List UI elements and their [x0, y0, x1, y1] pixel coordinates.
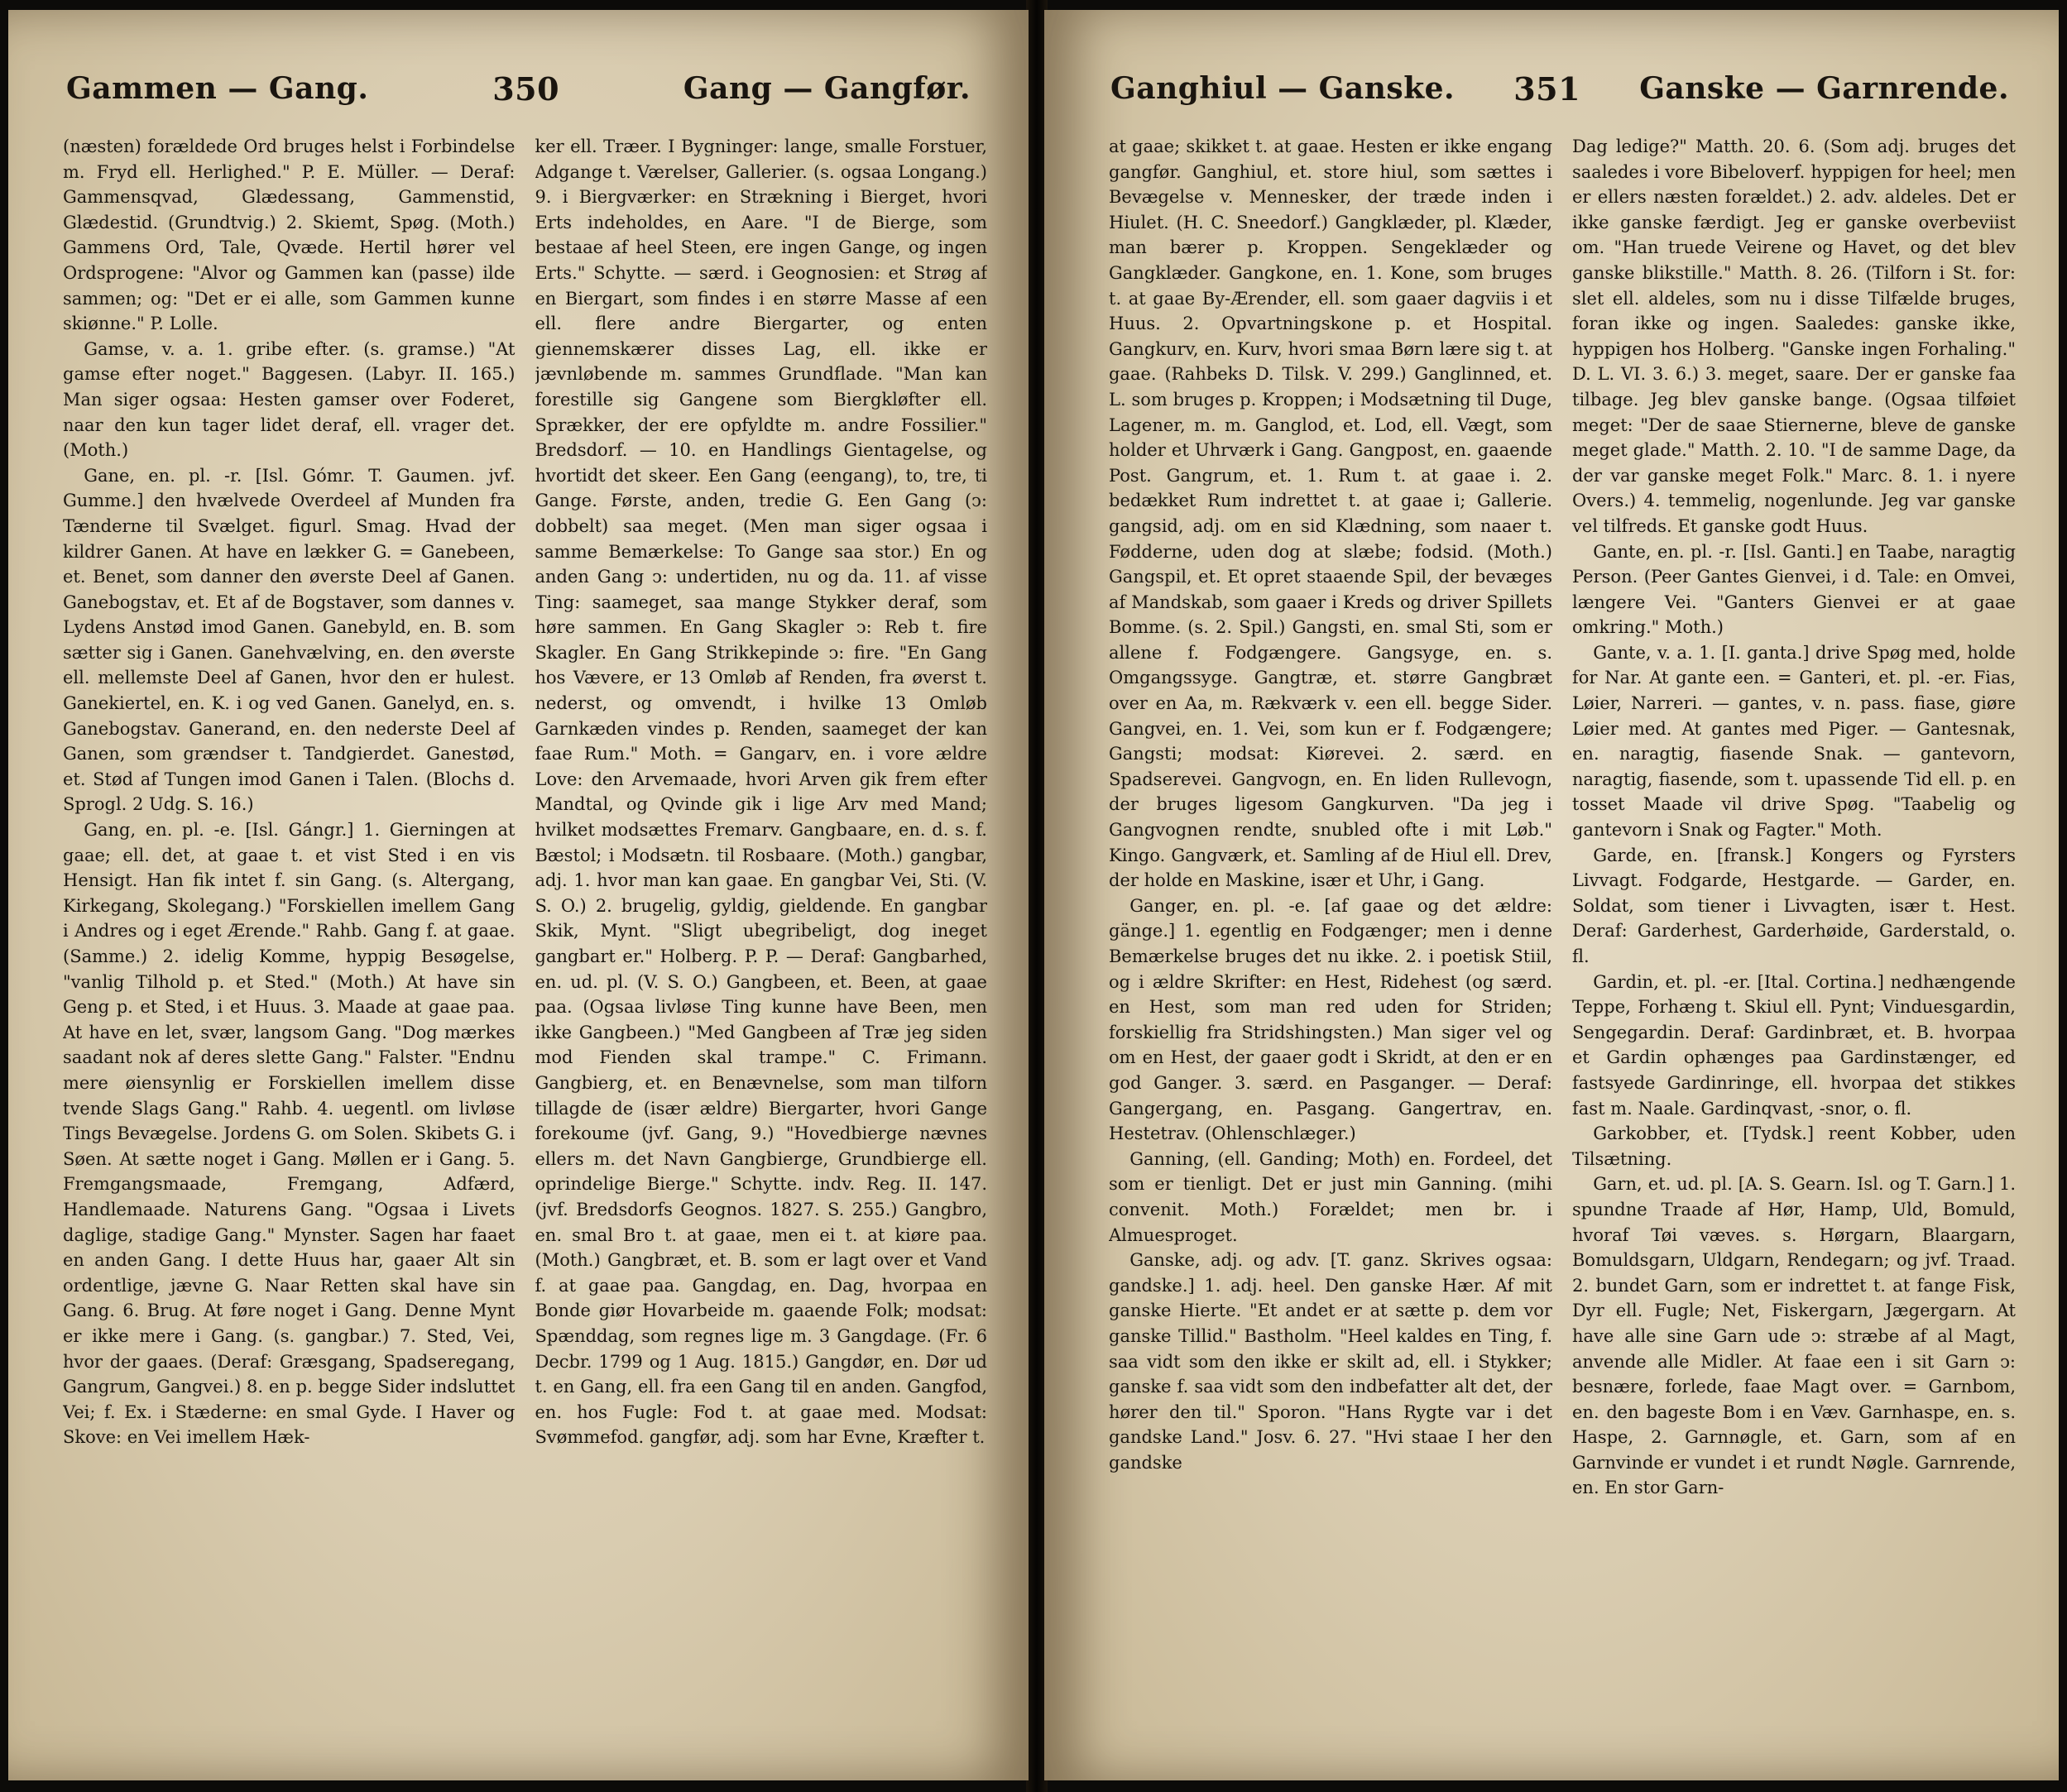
entry-paragraph: Ganning, (ell. Ganding; Moth) en. Fordeel, det som er tienligt. Det er just min Ganning. (mihi convenit. Moth.) Forældet; men br. i Almuesproget. [1109, 1148, 1552, 1245]
entry-paragraph: Ganger, en. pl. -e. [af gaae og det ældre: gänge.] 1. egentlig en Fodgænger; men i denne Bemærkelse bruges det nu ikke. 2. i poetisk Stiil, og i ældre Skrifter: en Hest, Ridehest (og særd. en Hest, som man red uden for Striden; forskiellig fra Stridshingsten.) Man siger vel og om en Hest, der gaaer godt i Skridt, at den er en god Ganger. 3. særd. en Pasganger. — Deraf: Gangergang, en. Pasgang. Gangertrav, en. Hestetrav. (Ohlenschlæger.) [1109, 895, 1552, 1144]
entry-paragraph: Garkobber, et. [Tydsk.] reent Kobber, uden Tilsætning. [1572, 1124, 2016, 1169]
left-column-1 [63, 134, 516, 1734]
left-header-guideword-first: Gammen — Gang. [66, 71, 369, 106]
entry-paragraph: Gardin, et. pl. -er. [Ital. Cortina.] nedhængende Teppe, Forhæng t. Skiul ell. Pynt; Vinduesgardin, Sengegardin. Deraf: Gardinbræt, et. B. hvorpaa et Gardin ophænges paa Gardinstænger, ed fastsyede Gardinringe, ell. hvorpaa det stikkes fast m. Naale. Gardinqvast, -snor, o. fl. [1572, 971, 2016, 1119]
right-running-header [1110, 60, 2009, 117]
entry-paragraph: Dag ledige?" Matth. 20. 6. (Som adj. bruges det saaledes i vore Bibeloverf. hyppigen for heel; men er ellers næsten forældet.) 2. adv. aldeles. Det er ikke ganske færdigt. Jeg er ganske overbeviist om. "Han truede Veirene og Havet, og det blev ganske blikstille." Matth. 8. 26. (Tilforn i St. for: slet ell. aldeles, som nu i disse Tilfælde bruges, foran ikke og ingen. Saaledes: ganske ikke, hyppigen hos Holberg. "Ganske ingen Forhaling." D. L. VI. 3. 6.) 3. meget, saare. Der er ganske faa tilbage. Jeg blev ganske bange. (Ogsaa tilføiet meget: "Der de saae Stiernerne, bleve de ganske meget glade." Matth. 2. 10. "I de samme Dage, da der var ganske meget Folk." Marc. 8. 1. i nyere Overs.) 4. temmelig, nogenlunde. Jeg var ganske vel tilfreds. Et ganske godt Huus. [1572, 137, 2016, 536]
right-column-2 [1572, 134, 2016, 1734]
left-header-guideword-second: Gang — Gangfør. [683, 71, 971, 106]
right-header-guideword-second: Ganske — Garnrende. [1639, 71, 2009, 106]
entry-paragraph: Gante, en. pl. -r. [Isl. Ganti.] en Taabe, naragtig Person. (Peer Gantes Gienvei, i d. Tale: en Omvei, længere Vei. "Ganters Gienvei er at gaae omkring." Moth.) [1572, 541, 2016, 638]
entry-paragraph: Gante, v. a. 1. [I. ganta.] drive Spøg med, holde for Nar. At gante een. = Ganteri, et. pl. -er. Fias, Løier, Narreri. — gantes, v. n. pass. fiase, giøre Løier med. At gantes med Piger. — Gantesnak, en. naragtig, fiasende Snak. — gantevorn, naragtig, fiasende, som t. upassende Tid ell. p. en tosset Maade vil drive Spøg. "Taabelig og gantevorn i Snak og Fagter." Moth. [1572, 642, 2016, 841]
entry-paragraph: Gang, en. pl. -e. [Isl. Gángr.] 1. Gierningen at gaae; ell. det, at gaae t. et vist Sted i en vis Hensigt. Han fik intet f. sin Gang. (s. Altergang, Kirkegang, Skolegang.) "Forskiellen imellem Gang i Andres og i eget Ærende." Rahb. Gang f. at gaae. (Samme.) 2. idelig Komme, hyppig Besøgelse, "vanlig Tilhold p. et Sted." (Moth.) At have sin Geng p. et Sted, i et Huus. 3. Maade at gaae paa. At have en let, svær, langsom Gang. "Dog mærkes saadant nok af deres slette Gang." Falster. "Endnu mere øiensynlig er Forskiellen imellem disse tvende Slags Gang." Rahb. 4. uegentl. om livløse Tings Bevægelse. Jordens G. om Solen. Skibets G. i Søen. At sætte noget i Gang. Møllen er i Gang. 5. Fremgangsmaade, Fremgang, Adfærd, Handlemaade. Naturens Gang. "Ogsaa i Livets dagligе, stadige Gang." Mynster. Sagen har faaet en anden Gang. I dette Huus har, gaaer Alt sin ordentlige, jævne G. Naar Retten skal have sin Gang. 6. Brug. At føre noget i Gang. Denne Mynt er ikke mere i Gang. (s. gangbar.) 7. Sted, Vei, hvor der gaaes. (Deraf: Græsgang, Spadseregang, Gangrum, Gangvei.) 8. en p. begge Sider indsluttet Vei; f. Ex. i Stæderne: en smal Gyde. I Haver og Skove: en Vei imellem Hæk- [63, 820, 516, 1448]
entry-paragraph: Garn, et. ud. pl. [A. S. Gearn. Isl. og T. Garn.] 1. spundne Traade af Hør, Hamp, Uld, Bomuld, hvoraf Tøi væves. s. Hørgarn, Blaargarn, Bomuldsgarn, Uldgarn, Rendegarn; og jvf. Traad. 2. bundet Garn, som er indrettet t. at fange Fisk, Dyr ell. Fugle; Net, Fiskergarn, Jægergarn. At have alle sine Garn ude ↄ: stræbe af al Magt, anvende alle Midler. At faae een i sit Garn ↄ: besnære, forlede, faae Magt over. = Garnbom, en. den bageste Bom i en Væv. Garnhaspe, en. s. Haspe, 2. Garnnøgle, et. Garn, som af en Garnvinde er vundet i et rundt Nøgle. Garnrende, en. En stor Garn- [1572, 1174, 2016, 1498]
right-header-guideword-first: Ganghiul — Ganske. [1110, 71, 1456, 106]
left-page-number: 350 [492, 69, 560, 108]
right-page [1044, 10, 2059, 1780]
entry-paragraph: Ganske, adj. og adv. [T. ganz. Skrives ogsaa: gandske.] 1. adj. heel. Den ganske Hær. Af mit ganske Hierte. "Et andet er at sætte p. dem vor ganske Tillid." Bastholm. "Heel kaldes en Ting, f. saa vidt som den ikke er skilt ad, ell. i Stykker; ganske f. saa vidt som den indbefatter alt det, der hører den til." Sporon. "Hans Rygte var i det gandske Land." Josv. 6. 27. "Hvi staae I her den gandske [1109, 1250, 1552, 1473]
entry-paragraph: Gamse, v. a. 1. gribe efter. (s. gramse.) "At gamse efter noget." Baggesen. (Labyr. II. 165.) Man siger ogsaa: Hesten gamser over Foderet, naar den kun tager lidet deraf, ell. vrager det. (Moth.) [63, 338, 516, 461]
left-running-header [66, 60, 971, 117]
right-page-number: 351 [1513, 69, 1581, 108]
entry-paragraph: (næsten) forældede Ord bruges helst i Forbindelse m. Fryd ell. Herlighed." P. E. Müller. — Deraf: Gammensqvad, Glædessang, Gammenstid, Glædestid. (Grundtvig.) 2. Skiemt, Spøg. (Moth.) Gammens Ord, Tale, Qvæde. Hertil hører vel Ordsprogene: "Alvor og Gammen kan (passe) ilde sammen; og: "Det er ei alle, som Gammen kunne skiønne." P. Lolle. [63, 137, 516, 334]
right-column-1 [1109, 134, 1552, 1734]
entry-paragraph: Gane, en. pl. -r. [Isl. Gómr. T. Gaumen. jvf. Gumme.] den hvælvede Overdeel af Munden fra Tænderne til Svælget. figurl. Smag. Hvad der kildrer Ganen. At have en lækker G. = Ganebeen, et. Benet, som danner den øverste Deel af Ganen. Ganebogstav, et. Et af de Bogstaver, som dannes v. Lydens Anstød imod Ganen. Ganebyld, en. B. som sætter sig i Ganen. Ganehvælving, en. den øverste ell. mellemste Deel af Ganen, hvor den er hulest. Ganekiertel, en. K. i og ved Ganen. Ganelyd, en. s. Ganebogstav. Ganerand, en. den nederste Deel af Ganen, som grændser t. Tandgierdet. Ganestød, et. Stød af Tungen imod Ganen i Talen. (Blochs d. Sprogl. 2 Udg. S. 16.) [63, 465, 516, 815]
right-page-columns [1109, 134, 2016, 1734]
entry-paragraph: Garde, en. [fransk.] Kongers og Fyrsters Livvagt. Fodgarde, Hestgarde. — Garder, en. Soldat, som tiener i Livvagten, især t. Hest. Deraf: Garderhest, Garderhøide, Garderstald, o. fl. [1572, 845, 2016, 966]
left-page [8, 10, 1029, 1780]
entry-paragraph: ker ell. Træer. I Bygninger: lange, smalle Forstuer, Adgange t. Værelser, Gallerier. (s. ogsaa Longang.) 9. i Biergværker: en Strækning i Bierget, hvori Erts indeholdes, en Aare. "I de Bierge, som bestaae af heel Steen, ere ingen Gange, og ingen Erts." Schytte. — særd. i Geognosien: et Strøg af en Biergart, som findes i en større Masse af een ell. flere andre Biergarter, og enten giennemskærer disses Lag, ell. ikke er jævnløbende m. sammes Grundflade. "Man kan forestille sig Gangene som Biergkløfter ell. Sprækker, der ere opfyldte m. andre Fossilier." Bredsdorf. — 10. en Handlings Gientagelse, og hvortidt det skeer. Een Gang (eengang), to, tre, ti Gange. Første, anden, tredie G. Een Gang (ↄ: dobbelt) saa meget. (Men man siger ogsaa i samme Bemærkelse: To Gange saa stor.) En og anden Gang ↄ: undertiden, nu og da. 11. af visse Ting: saameget, saa mange Stykker deraf, som høre sammen. En Gang Skagler ↄ: Reb t. fire Skagler. En Gang Strikkepinde ↄ: fire. "En Gang hos Vævere, er 13 Omløb af Renden, fra øverst t. nederst, og omvendt, i hvilke 13 Omløb Garnkæden vindes p. Renden, saameget der kan faae Rum." Moth. = Gangarv, en. i vore ældre Love: den Arvemaade, hvori Arven gik frem efter Mandtal, og Qvinde gik i lige Arv med Mand; hvilket modsættes Fremarv. Gangbaare, en. d. s. f. Bæstol; i Modsætn. til Rosbaare. (Moth.) gangbar, adj. 1. hvor man kan gaae. En gangbar Vei, Sti. (V. S. O.) 2. brugelig, gyldig, gieldende. En gangbar Skik, Mynt. "Sligt ubegribeligt, dog ineget gangbart er." Holberg. P. P. — Deraf: Gangbarhed, en. ud. pl. (V. S. O.) Gangbeen, et. Been, at gaae paa. (Ogsaa livløse Ting kunne have Been, men ikke Gangbeen.) "Med Gangbeen af Træ jeg siden mod Fienden skal trampe." C. Frimann. Gangbierg, et. en Benævnelse, som man tilforn tillagde de (især ældre) Biergarter, hvori Gange forekoume (jvf. Gang, 9.) "Hovedbierge nævnes ellers m. det Navn Gangbierge, Grundbierge ell. oprindelige Bierge." Schytte. indv. Reg. II. 147. (jvf. Bredsdorfs Geognos. 1827. S. 255.) Gangbro, en. smal Bro t. at gaae, men ei t. at kiøre paa. (Moth.) Gangbræt, et. B. som er lagt over et Vand f. at gaae paa. Gangdag, en. Dag, hvorpaa en Bonde giør Hovarbeide m. gaaende Folk; modsat: Spænddag, som regnes lige m. 3 Gangdage. (Fr. 6 Decbr. 1799 og 1 Aug. 1815.) Gangdør, en. Dør ud t. en Gang, ell. fra een Gang til en anden. Gangfod, en. hos Fugle: Fod t. at gaae med. Modsat: Svømmefod. gangfør, adj. som har Evne, Kræfter t. [535, 137, 987, 1448]
entry-paragraph: at gaae; skikket t. at gaae. Hesten er ikke engang gangfør. Ganghiul, et. store hiul, som sættes i Bevægelse v. Mennesker, der træde inden i Hiulet. (H. C. Sneedorf.) Gangklæder, pl. Klæder, man bærer p. Kroppen. Sengeklæder og Gangklæder. Gangkone, en. 1. Kone, som bruges t. at gaae By-Ærender, ell. som gaaer dagviis i et Huus. 2. Opvartningskone p. et Hospital. Gangkurv, en. Kurv, hvori smaa Børn lære sig t. at gaae. (Rahbeks D. Tilsk. V. 299.) Ganglinned, et. L. som bruges p. Kroppen; i Modsætning til Duge, Lagener, m. m. Ganglod, et. Lod, ell. Vægt, som holder et Uhrværk i Gang. Gangpost, en. gaaende Post. Gangrum, et. 1. Rum t. at gaae i. 2. bedækket Rum indrettet t. at gaae i; Gallerie. gangsid, adj. om en sid Klædning, som naaer t. Fødderne, uden dog at slæbe; fodsid. (Moth.) Gangspil, et. Et opret staaende Spil, der bevæges af Mandskab, som gaaer i Kreds og driver Spillets Bomme. (s. 2. Spil.) Gangsti, en. smal Sti, som er allene f. Fodgængere. Gangsyge, en. s. Omgangssyge. Gangtræ, et. større Gangbræt over en Aa, m. Rækværk v. een ell. begge Sider. Gangvei, en. 1. Vei, som kun er f. Fodgængere; Gangsti; modsat: Kiørevei. 2. særd. en Spadserevei. Gangvogn, en. En liden Rullevogn, der bruges ligesom Gangkurven. "Da jeg i Gangvognen rendte, snubled ofte i mit Løb." Kingo. Gangværk, et. Samling af de Hiul ell. Drev, der holde en Maskine, især et Uhr, i Gang. [1109, 137, 1552, 891]
left-page-columns [63, 134, 987, 1734]
left-column-2 [535, 134, 988, 1734]
